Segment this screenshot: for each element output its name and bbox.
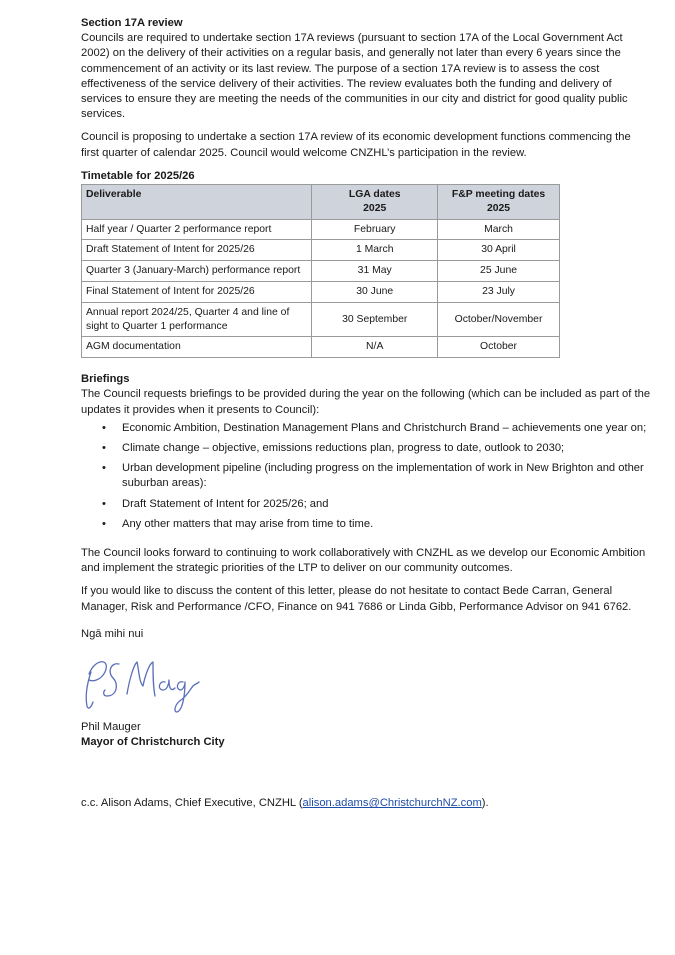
bullet-icon: •	[102, 442, 106, 455]
row-fp-date: 23 July	[438, 282, 560, 303]
header-deliverable: Deliverable	[82, 185, 312, 220]
bullet-icon: •	[102, 462, 106, 475]
list-item-text: Climate change – objective, emissions reductions plan, progress to date, outlook to 2030;	[122, 442, 565, 455]
list-item-text: Any other matters that may arise from time to time.	[122, 517, 374, 530]
row-lga-date: 30 June	[312, 282, 438, 303]
row-lga-date: 1 March	[312, 240, 438, 261]
list-item	[81, 421, 651, 436]
table-row	[82, 337, 560, 358]
list-item	[81, 497, 651, 512]
row-fp-date: 30 April	[438, 240, 560, 261]
header-lga-dates	[312, 185, 438, 220]
signature-icon	[81, 652, 201, 718]
row-lga-date: 30 September	[312, 302, 438, 337]
header-lga-line2: 2025	[363, 202, 387, 214]
section-17a-paragraph-2: Council is proposing to undertake a section 17A review of its economic development functions commencing the first quarter of calendar 2025. Council would welcome CNZHL’s participation in the review.	[81, 131, 631, 159]
signatory-title: Mayor of Christchurch City	[81, 736, 225, 749]
closing-paragraph-2: If you would like to discuss the content of this letter, please do not hesitate to contact Bede Carran, General Manager, Risk and Performance /CFO, Finance on 941 7686 or Linda Gibb, Performance Advisor on 941 6762.	[81, 585, 632, 613]
table-row	[82, 261, 560, 282]
list-item	[81, 517, 651, 532]
row-deliverable: Final Statement of Intent for 2025/26	[82, 282, 312, 303]
row-lga-date: February	[312, 219, 438, 240]
closing-paragraph-1: The Council looks forward to continuing to work collaboratively with CNZHL as we develop our Economic Ambition and implement the strategic priorities of the LTP to deliver on our community outcomes.	[81, 547, 646, 575]
list-item	[81, 461, 651, 491]
signature	[81, 652, 651, 720]
bullet-icon: •	[102, 421, 106, 434]
table-row	[82, 302, 560, 337]
row-lga-date: N/A	[312, 337, 438, 358]
cc-suffix: ).	[481, 797, 489, 810]
list-item-text: Urban development pipeline (including progress on the implementation of work in New Brighton and other suburban areas):	[122, 462, 644, 490]
briefings-heading: Briefings	[81, 373, 130, 386]
cc-email-link[interactable]: alison.adams@ChristchurchNZ.com	[302, 797, 482, 810]
cc-line	[81, 796, 651, 811]
row-fp-date: October/November	[438, 302, 560, 337]
cc-prefix: c.c. Alison Adams, Chief Executive, CNZHL (	[81, 797, 303, 810]
row-lga-date: 31 May	[312, 261, 438, 282]
bullet-icon: •	[102, 517, 106, 530]
list-item	[81, 441, 651, 456]
header-fp-line1: F&P meeting dates	[451, 189, 546, 201]
row-deliverable: AGM documentation	[82, 337, 312, 358]
letter-page	[81, 16, 651, 812]
timetable-header-row	[82, 185, 560, 220]
section-17a-heading: Section 17A review	[81, 17, 183, 29]
list-item-text: Draft Statement of Intent for 2025/26; and	[122, 497, 329, 510]
header-fp-line2: 2025	[486, 202, 511, 214]
signatory-name: Phil Mauger	[81, 721, 141, 734]
table-row	[82, 282, 560, 303]
row-deliverable: Quarter 3 (January-March) performance report	[82, 261, 312, 282]
header-lga-line1: LGA dates	[348, 189, 401, 201]
row-fp-date: March	[438, 219, 560, 240]
row-fp-date: October	[438, 337, 560, 358]
row-deliverable: Annual report 2024/25, Quarter 4 and line of sight to Quarter 1 performance	[82, 302, 312, 337]
timetable-heading: Timetable for 2025/26	[81, 169, 195, 182]
table-row	[82, 219, 560, 240]
row-deliverable: Draft Statement of Intent for 2025/26	[82, 240, 312, 261]
timetable-table	[81, 184, 560, 358]
signoff: Ngā mihi nui	[81, 627, 144, 640]
row-fp-date: 25 June	[438, 261, 560, 282]
row-deliverable: Half year / Quarter 2 performance report	[82, 219, 312, 240]
bullet-icon: •	[102, 497, 106, 510]
header-fp-dates	[438, 185, 560, 220]
briefings-list	[81, 421, 651, 532]
briefings-intro: The Council requests briefings to be provided during the year on the following (which can be included as part of the updates it provides when it presents to Council):	[81, 388, 651, 416]
section-17a-paragraph-1: Councils are required to undertake section 17A reviews (pursuant to section 17A of the Local Government Act 2002) on the delivery of their activities on a regular basis, and generally not later than every 6 years since the commencement of an activity or its last review. The purpose of a section 17A review is to assess the cost effectiveness of the service delivery of their activities. The review evaluates both the funding and delivery of services to ensure they are meeting the needs of the communities in our city and district for good quality public services.	[81, 32, 628, 121]
table-row	[82, 240, 560, 261]
list-item-text: Economic Ambition, Destination Management Plans and Christchurch Brand – achievements one year on;	[122, 421, 647, 434]
